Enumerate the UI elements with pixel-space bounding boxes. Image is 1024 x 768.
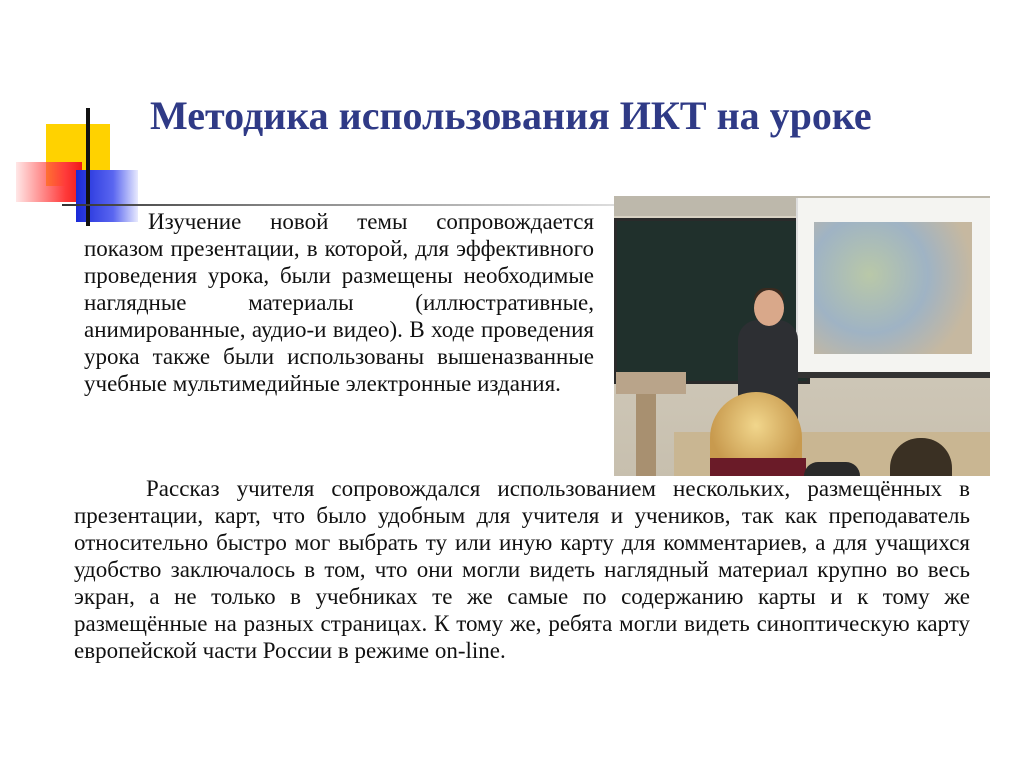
decor-horizontal-line	[62, 204, 616, 206]
decor-red-square	[16, 162, 82, 202]
story-paragraph: Рассказ учителя сопровождался использованием нескольких, размещённых в презентации, карт, что было удобным для учителя и учеников, так как преподаватель относительно быстро мог выбрать ту или иную карту для комментариев, а для учащихся удобство заключалось в том, что они могли видеть наглядный материал крупно во весь экран, а не только в учебниках те же самые по содержанию карты и к тому же размещённые на разных страницах. К тому же, ребята могли видеть синоптическую карту европейской части России в режиме on-line.	[74, 476, 970, 663]
intro-paragraph: Изучение новой темы сопровождается показом презентации, в которой, для эффективного проведения урока, были размещены необходимые наглядные материалы (иллюстративные, анимированные, аудио-и видео). В ходе проведения урока также были использованы вышеназванные учебные мультимедийные электронные издания.	[84, 209, 594, 396]
slide-title: Методика использования ИКТ на уроке	[150, 93, 872, 138]
classroom-photo	[614, 196, 990, 476]
